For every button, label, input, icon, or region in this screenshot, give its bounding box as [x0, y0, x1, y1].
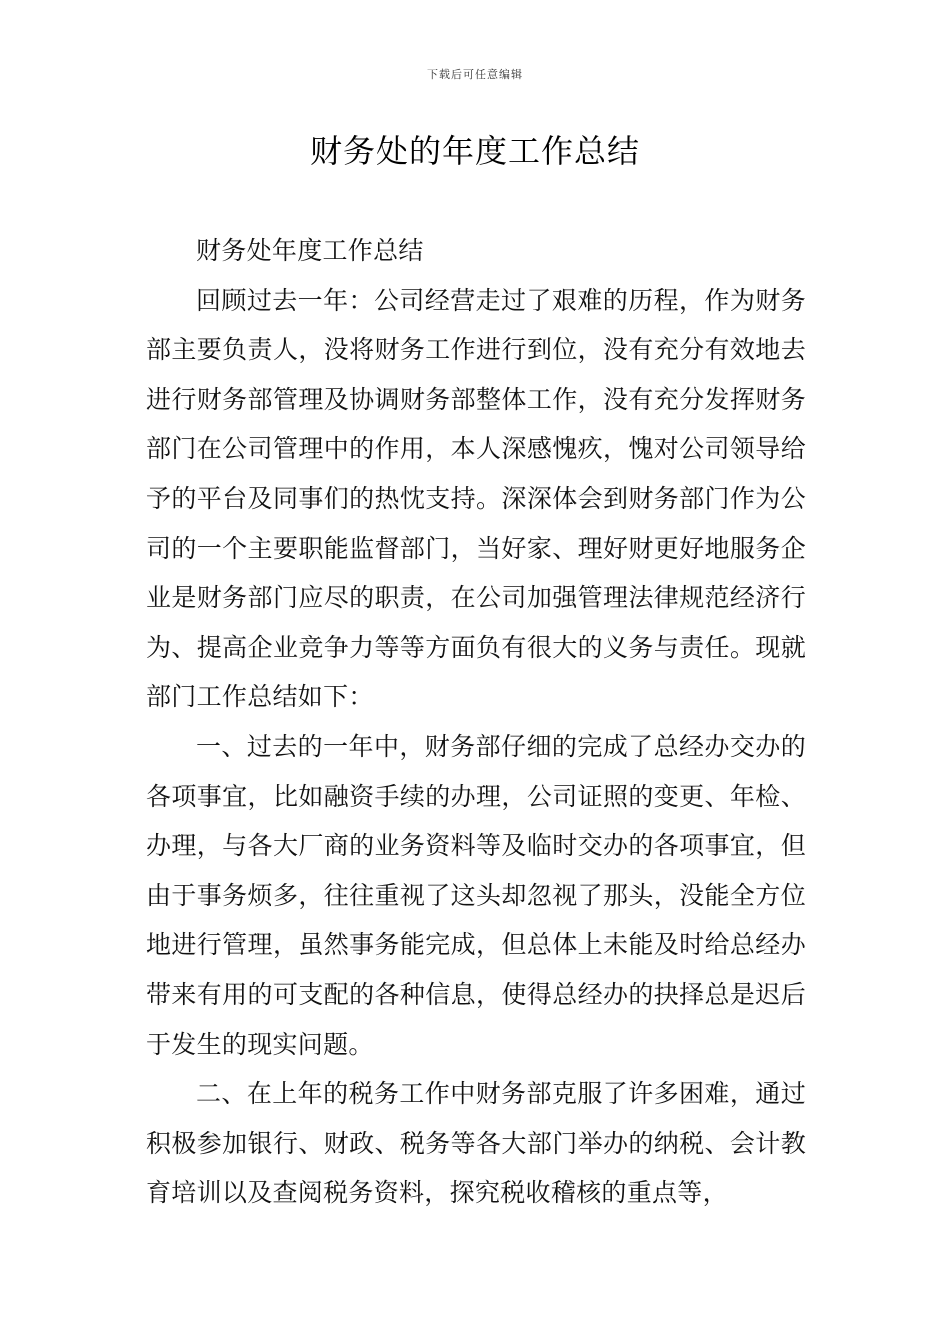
paragraph-subtitle: 财务处年度工作总结: [196, 236, 424, 265]
header-note: 下载后可任意编辑: [427, 68, 523, 81]
paragraph-item-two: 二、在上年的税务工作中财务部克服了许多困难，通过积极参加银行、财政、税务等各大部门举办的纳税、会计教育培训以及查阅税务资料，探究税收稽核的重点等，: [146, 1079, 806, 1208]
paragraph-review: 回顾过去一年：公司经营走过了艰难的历程，作为财务部主要负责人，没将财务工作进行到位，没有充分有效地去进行财务部管理及协调财务部整体工作，没有充分发挥财务部门在公司管理中的作用，本人深感愧疚，愧对公司领导给予的平台及同事们的热忱支持。深深体会到财务部门作为公司的一个主要职能监督部门，当好家、理好财更好地服务企业是财务部门应尽的职责，在公司加强管理法律规范经济行为、提高企业竞争力等等方面负有很大的义务与责任。现就部门工作总结如下：: [146, 285, 806, 712]
document-body: [146, 226, 806, 1218]
paragraph-item-one: 一、过去的一年中，财务部仔细的完成了总经办交办的各项事宜，比如融资手续的办理，公司证照的变更、年检、办理，与各大厂商的业务资料等及临时交办的各项事宜，但由于事务烦多，往往重视了这头却忽视了那头，没能全方位地进行管理，虽然事务能完成，但总体上未能及时给总经办带来有用的可支配的各种信息，使得总经办的抉择总是迟后于发生的现实问题。: [146, 731, 806, 1059]
document-title: 财务处的年度工作总结: [309, 132, 640, 170]
